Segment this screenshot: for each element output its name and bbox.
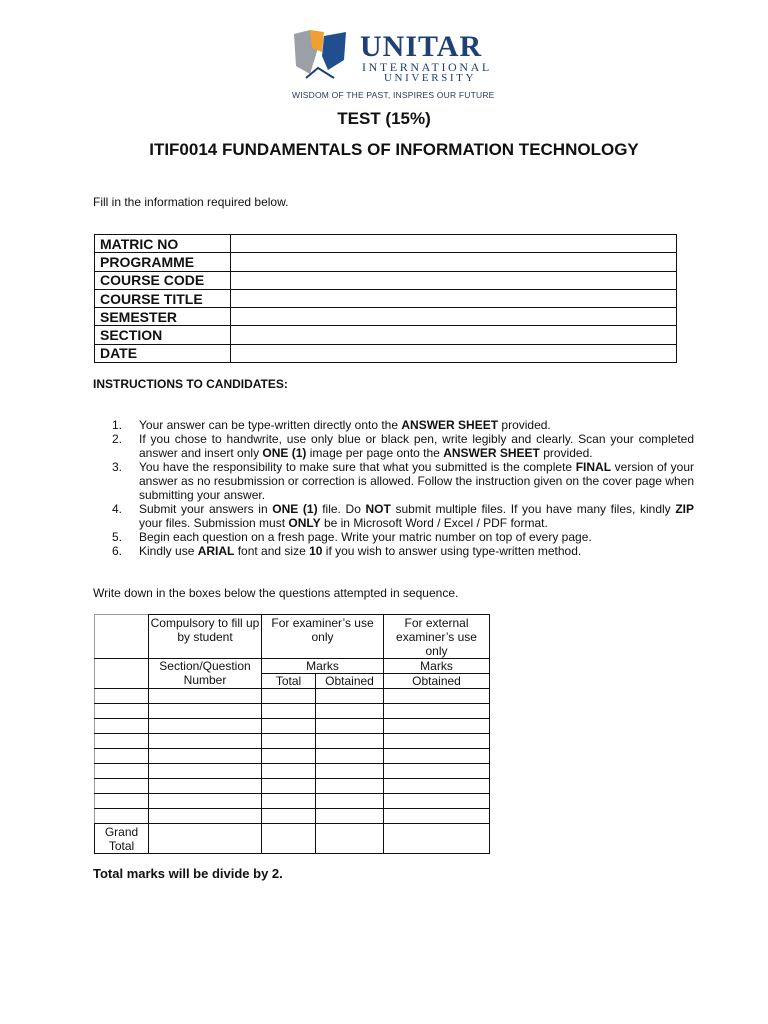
answer-cell[interactable] [316,749,384,764]
instructions-list [112,418,694,558]
logo-subtitle-international: INTERNATIONAL [362,60,492,74]
answer-cell[interactable] [384,734,490,749]
logo-blue-page [322,32,346,70]
answer-cell[interactable] [149,764,262,779]
answer-cell[interactable] [384,719,490,734]
header-external: For external examiner’s use only [384,615,490,659]
answer-cell[interactable] [262,779,316,794]
row-margin-cell [95,779,149,794]
logo-tagline: WISDOM OF THE PAST, INSPIRES OUR FUTURE [292,90,495,100]
answer-cell[interactable] [149,704,262,719]
answer-cell[interactable] [384,689,490,704]
course-heading: ITIF0014 FUNDAMENTALS OF INFORMATION TECHNOLOGY [149,140,639,159]
marks-table [94,614,490,854]
row-margin-cell [95,749,149,764]
instruction-text: be in Microsoft Word / Excel / PDF format. [320,516,548,530]
instruction-text: font and size [234,544,310,558]
instruction-number: 4. [112,502,123,516]
answer-cell[interactable] [316,794,384,809]
instruction-item [112,418,694,432]
info-row [95,326,677,344]
header-obtained-external: Obtained [384,674,490,689]
answer-row [95,734,490,749]
answer-cell[interactable] [262,689,316,704]
answer-cell[interactable] [149,689,262,704]
grand-total-row [95,824,490,854]
answer-cell[interactable] [384,779,490,794]
test-title: TEST (15%) [337,109,431,128]
answer-row [95,764,490,779]
instruction-text: Begin each question on a fresh page. Write your matric number on top of every page. [139,530,592,544]
logo-subtitle-university: UNIVERSITY [384,72,476,84]
info-field-value[interactable] [231,289,677,307]
answer-cell[interactable] [149,779,262,794]
marks-header-row-2 [95,659,490,674]
instruction-emphasis: ARIAL [197,544,235,558]
answer-cell[interactable] [316,689,384,704]
instruction-item [112,460,694,502]
answer-cell[interactable] [316,809,384,824]
marks-header-row-1 [95,615,490,659]
row-margin-cell [95,704,149,719]
grand-total-label: Grand Total [95,824,149,854]
grand-total-cell[interactable] [149,824,262,854]
answer-cell[interactable] [316,779,384,794]
instruction-emphasis: FINAL [575,460,612,474]
answer-row [95,794,490,809]
instructions-title: INSTRUCTIONS TO CANDIDATES: [93,377,288,391]
info-row [95,344,677,362]
instruction-text: Your answer can be type-written directly onto the [139,418,402,432]
answer-cell[interactable] [262,809,316,824]
answer-cell[interactable] [316,719,384,734]
answer-cell[interactable] [262,734,316,749]
answer-cell[interactable] [149,719,262,734]
info-field-label: SECTION [95,326,231,344]
instruction-emphasis: ANSWER SHEET [401,418,499,432]
info-field-label: COURSE TITLE [95,289,231,307]
answer-cell[interactable] [384,704,490,719]
instruction-emphasis: ONE (1) [272,502,318,516]
header-marks: Marks [262,659,384,674]
row-margin-cell [95,689,149,704]
answer-row [95,749,490,764]
info-row [95,289,677,307]
instruction-emphasis: ONE (1) [262,446,307,460]
answer-cell[interactable] [316,734,384,749]
header-marks-external: Marks [384,659,490,674]
row-margin-cell [95,794,149,809]
answer-cell[interactable] [262,749,316,764]
answer-row [95,704,490,719]
instruction-text: Submit your answers in [139,502,273,516]
instruction-emphasis: NOT [365,502,391,516]
answer-row [95,779,490,794]
answer-row [95,689,490,704]
instruction-text: provided. [539,446,593,460]
answer-cell[interactable] [384,749,490,764]
info-row [95,308,677,326]
instruction-text: submit multiple files. If you have many files, kindly [390,502,676,516]
logo-name: UNITAR [360,30,483,63]
instruction-emphasis: 10 [309,544,323,558]
footer-note: Total marks will be divide by 2. [93,866,283,881]
marks-header-blank [95,615,149,659]
header-obtained: Obtained [316,674,384,689]
instruction-item [112,530,694,544]
unitar-book-icon [288,26,358,86]
row-margin-cell [95,719,149,734]
info-row [95,235,677,253]
info-field-label: DATE [95,344,231,362]
info-field-label: SEMESTER [95,308,231,326]
student-info-table [94,234,677,363]
instruction-number: 6. [112,544,123,558]
answer-cell[interactable] [149,749,262,764]
info-field-value[interactable] [231,344,677,362]
answer-cell[interactable] [149,734,262,749]
answer-cell[interactable] [149,809,262,824]
instruction-emphasis: ONLY [288,516,321,530]
answer-cell[interactable] [262,704,316,719]
info-field-value[interactable] [231,326,677,344]
header-examiner: For examiner’s use only [262,615,384,659]
instruction-text: file. Do [317,502,366,516]
intro-text: Fill in the information required below. [93,195,289,209]
instruction-text: if you wish to answer using type-written method. [322,544,582,558]
header-compulsory: Compulsory to fill up by student [149,615,262,659]
info-row [95,271,677,289]
grand-total-cell[interactable] [316,824,384,854]
instruction-item [112,502,694,530]
instruction-number: 5. [112,530,123,544]
instruction-text: your files. Submission must [139,516,289,530]
info-field-value[interactable] [231,308,677,326]
answer-cell[interactable] [262,764,316,779]
answer-row [95,809,490,824]
instruction-emphasis: ZIP [675,502,694,516]
instruction-text: image per page onto the [306,446,444,460]
info-row [95,253,677,271]
instruction-text: If you chose to handwrite, use only blue or black pen, write legibly and clearly. Scan your completed answer and insert only [139,432,694,460]
instruction-text: You have the responsibility to make sure that what you submitted is the complete [139,460,576,474]
grand-total-cell[interactable] [384,824,490,854]
header-total: Total [262,674,316,689]
write-down-text: Write down in the boxes below the questions attempted in sequence. [93,586,459,600]
row-margin-cell [95,734,149,749]
row-margin-cell [95,809,149,824]
info-field-label: COURSE CODE [95,271,231,289]
info-field-label: MATRIC NO [95,235,231,253]
answer-cell[interactable] [316,764,384,779]
instruction-number: 1. [112,418,123,432]
answer-cell[interactable] [316,704,384,719]
info-field-value[interactable] [231,235,677,253]
instruction-item [112,432,694,460]
grand-total-cell[interactable] [262,824,316,854]
answer-cell[interactable] [262,794,316,809]
answer-row [95,719,490,734]
header-section-question: Section/Question Number [149,659,262,689]
university-logo [288,24,504,100]
answer-cell[interactable] [384,809,490,824]
instruction-number: 2. [112,432,123,446]
instruction-text: Kindly use [139,544,198,558]
info-field-value[interactable] [231,271,677,289]
answer-cell[interactable] [149,794,262,809]
info-field-value[interactable] [231,253,677,271]
instruction-item [112,544,694,558]
answer-cell[interactable] [384,794,490,809]
instruction-text: provided. [498,418,551,432]
instruction-text: version of your answer as no resubmission or correction is allowed. Follow the instruction given on the cover page when submitting your answer. [139,460,694,502]
instruction-emphasis: ANSWER SHEET [443,446,540,460]
row-margin-cell [95,764,149,779]
answer-cell[interactable] [262,719,316,734]
answer-cell[interactable] [384,764,490,779]
info-field-label: PROGRAMME [95,253,231,271]
instruction-number: 3. [112,460,123,474]
marks-header-blank [95,659,149,689]
